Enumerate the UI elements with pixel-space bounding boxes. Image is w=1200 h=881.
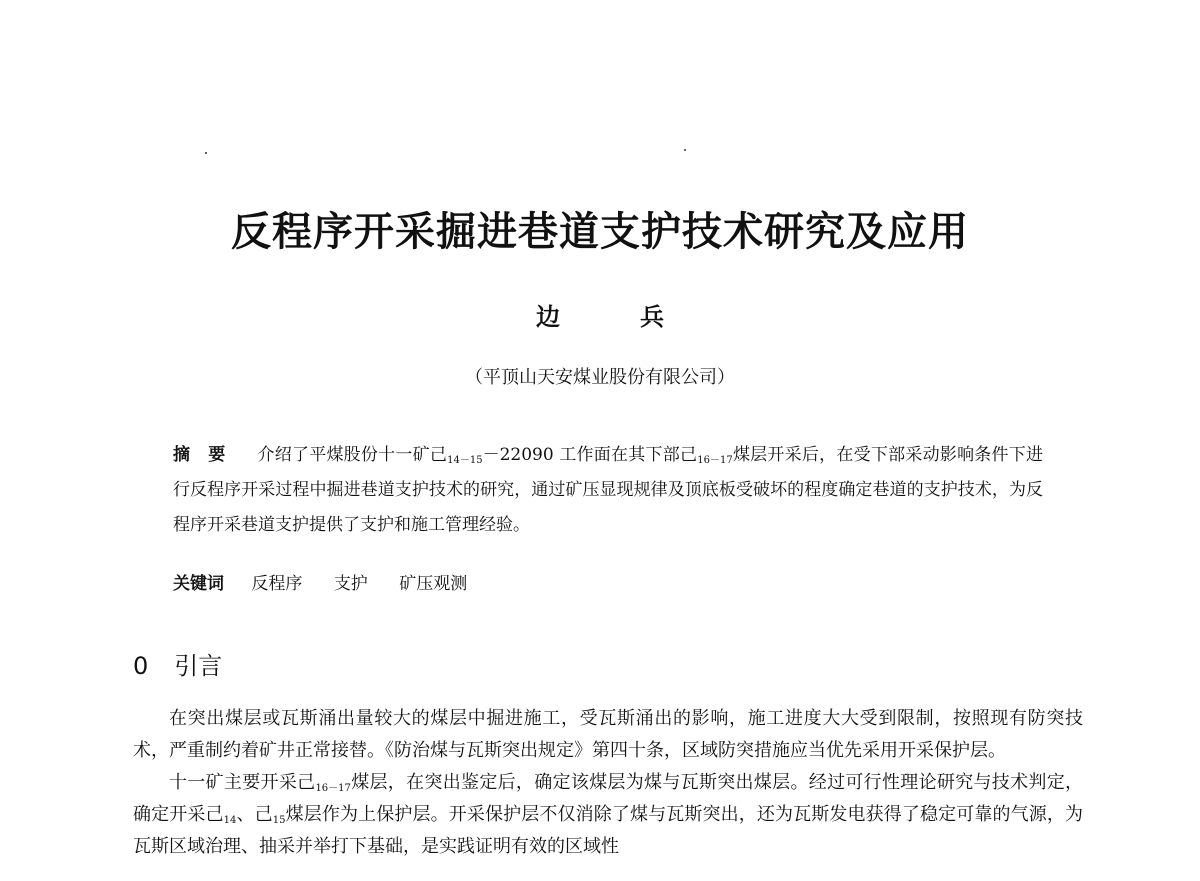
abstract-text-3: 煤层开采后，在受下部采动影响条件下进行反程序开采过程中掘进巷道支护技术的研究，通过矿压显现规律及顶底板受破坏的程度确定巷道的支护技术，为反程序开采巷道支护提供了支护和施工管理经验。 <box>173 445 1044 535</box>
section-heading <box>133 648 222 684</box>
abstract-label: 摘要 <box>173 445 244 465</box>
paragraph-2-text-1: 十一矿主要开采己 <box>169 772 316 793</box>
paragraph-2-subscript-2: 14 <box>223 815 237 826</box>
author-given-name: 边 <box>536 303 560 331</box>
body-text <box>133 703 1083 863</box>
keywords <box>173 568 1043 600</box>
keyword-item: 支护 <box>333 574 368 594</box>
abstract-text-1: 介绍了平煤股份十一矿己 <box>257 445 448 465</box>
section-title: 引言 <box>174 652 223 680</box>
scan-speck <box>205 152 207 154</box>
paragraph-2-text-3: 、己 <box>236 804 273 825</box>
paragraph-2-subscript-1: 16－17 <box>315 783 351 794</box>
author-family-name: 兵 <box>640 303 664 331</box>
body-paragraph-1: 在突出煤层或瓦斯涌出量较大的煤层中掘进施工，受瓦斯涌出的影响，施工进度大大受到限制，按照现有防突技术，严重制约着矿井正常接替。《防治煤与瓦斯突出规定》第四十条，区域防突措施应当优先采用开采保护层。 <box>133 708 1083 761</box>
paragraph-2-subscript-3: 15 <box>272 815 286 826</box>
paragraph-2-text-4: 煤层作为上保护层。开采保护层不仅消除了煤与瓦斯突出，还为瓦斯发电获得了稳定可靠的气源，为瓦斯区域治理、抽采并举打下基础，是实践证明有效的区域性 <box>133 804 1084 857</box>
keyword-item: 矿压观测 <box>399 574 468 594</box>
abstract-subscript-2: 16－17 <box>697 455 733 466</box>
scan-speck <box>684 149 686 151</box>
paper-title: 反程序开采掘进巷道支护技术研究及应用 <box>231 209 969 255</box>
keywords-label: 关键词 <box>173 574 224 594</box>
keyword-item: 反程序 <box>251 574 303 594</box>
abstract-subscript-1: 14－15 <box>447 455 483 466</box>
section-number: 0 <box>133 652 149 680</box>
body-paragraph-2 <box>133 767 1083 863</box>
author-affiliation: （平顶山天安煤业股份有限公司） <box>465 367 735 388</box>
paragraph-2-text-2: 煤层，在突出鉴定后，确定该煤层为煤与瓦斯突出煤层。经过可行性理论研究与技术判定，确定开采己 <box>133 772 1084 825</box>
author-name <box>0 300 1200 334</box>
abstract-text-2: －22090 工作面在其下部己 <box>482 445 698 465</box>
abstract <box>173 438 1043 543</box>
